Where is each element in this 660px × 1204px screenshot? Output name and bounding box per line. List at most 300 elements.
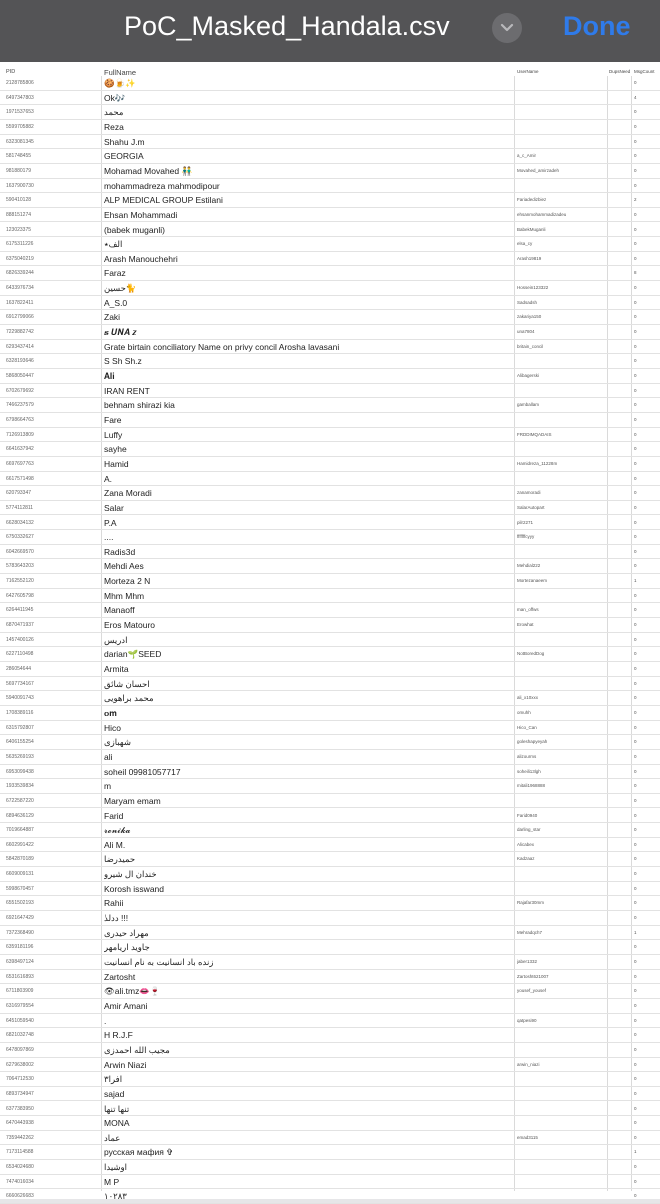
- cell-pid: 123023375: [6, 226, 32, 233]
- cell-msgcount: 0: [634, 373, 637, 378]
- cell-pid: 7064712530: [6, 1076, 34, 1083]
- table-row: [0, 1087, 660, 1102]
- cell-fullname: مجیب الله احمدزی: [104, 1044, 170, 1055]
- table-row: [0, 442, 660, 457]
- table-row: [0, 149, 660, 164]
- cell-msgcount: 0: [634, 548, 637, 554]
- cell-msgcount: 0: [634, 1178, 637, 1184]
- table-row: [0, 76, 660, 91]
- table-row: [0, 193, 660, 208]
- table-row: [0, 911, 660, 926]
- done-button[interactable]: Done: [563, 11, 631, 41]
- table-row: [0, 105, 660, 120]
- cell-pid: 5635269193: [6, 753, 34, 760]
- cell-fullname: 𝐀𝐥𝐢: [104, 371, 115, 381]
- cell-fullname: Fare: [104, 414, 122, 425]
- cell-fullname: Zana Moradi: [104, 488, 152, 499]
- cell-pid: 6293437414: [6, 343, 34, 350]
- cell-msgcount: 0: [634, 563, 637, 569]
- cell-pid: 6641637942: [6, 446, 34, 453]
- column-header-dupsneed: DupsNeed: [609, 69, 631, 74]
- cell-fullname: ددلدٰ !!!: [104, 913, 129, 924]
- table-row: [0, 955, 660, 970]
- table-row: [0, 794, 660, 809]
- table-row: [0, 164, 660, 179]
- cell-pid: 6433976734: [6, 285, 34, 292]
- cell-pid: 7173114588: [6, 1149, 34, 1156]
- table-row: [0, 1189, 660, 1204]
- table-row: [0, 1102, 660, 1117]
- cell-pid: 7466237579: [6, 402, 34, 409]
- column-header-username: UserName: [517, 69, 539, 74]
- cell-username: goleshapyeyah: [517, 739, 548, 745]
- cell-pid: 6821032748: [6, 1032, 34, 1039]
- table-row: [0, 1014, 660, 1029]
- cell-msgcount: 0: [634, 475, 637, 481]
- cell-username: soheili13lgh: [517, 768, 541, 774]
- cell-pid: 1637900730: [6, 182, 34, 189]
- cell-msgcount: 0: [634, 1046, 637, 1052]
- cell-username: Kadzaaz: [517, 856, 535, 862]
- cell-fullname: sayhe: [104, 444, 127, 455]
- cell-pid: 6175311226: [6, 241, 34, 248]
- cell-pid: 6660626683: [6, 1193, 34, 1200]
- cell-fullname: افرا۳: [104, 1074, 123, 1085]
- cell-msgcount: 2: [634, 197, 637, 203]
- table-row: [0, 603, 660, 618]
- chevron-down-icon: [500, 23, 514, 33]
- cell-fullname: Shahu J.m: [104, 136, 145, 147]
- cell-fullname: (babek muganli): [104, 224, 165, 235]
- table-row: [0, 208, 660, 223]
- cell-fullname: Radis3d: [104, 546, 136, 557]
- cell-fullname: Ehsan Mohammadi: [104, 209, 178, 220]
- cell-msgcount: 0: [634, 416, 637, 422]
- cell-fullname: محمد: [104, 107, 124, 118]
- cell-fullname: русская мафия ✞: [104, 1147, 174, 1158]
- cell-msgcount: 0: [634, 153, 637, 159]
- cell-msgcount: 0: [634, 1061, 637, 1067]
- cell-fullname: احسان شائق: [104, 678, 150, 689]
- cell-username: NotBoredDog: [517, 651, 545, 657]
- cell-fullname: Arwin Niazi: [104, 1059, 147, 1070]
- table-row: [0, 516, 660, 531]
- cell-msgcount: 0: [634, 1017, 637, 1023]
- cell-pid: 6359181196: [6, 944, 34, 951]
- cell-fullname: Farid: [104, 810, 124, 821]
- cell-pid: 6921647429: [6, 915, 34, 922]
- cell-username: BabekMuganli: [517, 226, 546, 232]
- cell-pid: 6264411945: [6, 607, 34, 614]
- cell-pid: 1933539834: [6, 783, 34, 790]
- cell-msgcount: 0: [634, 651, 637, 657]
- table-row: [0, 896, 660, 911]
- table-row: [0, 296, 660, 311]
- cell-pid: 1971537653: [6, 109, 34, 116]
- cell-msgcount: 0: [634, 724, 637, 730]
- table-row: [0, 852, 660, 867]
- cell-msgcount: 0: [634, 900, 637, 906]
- cell-msgcount: 0: [634, 1105, 637, 1111]
- cell-username: FRDDIMQADAIS: [517, 431, 552, 437]
- cell-pid: 6398497124: [6, 959, 34, 965]
- cell-msgcount: 0: [634, 387, 637, 393]
- cell-fullname: Luffy: [104, 429, 123, 440]
- cell-fullname: A_S.0: [104, 297, 128, 308]
- cell-pid: 5783643203: [6, 563, 34, 570]
- table-row: [0, 1072, 660, 1087]
- cell-fullname: Maryam emam: [104, 795, 161, 806]
- cell-fullname: خندان ال شیرو: [104, 869, 157, 880]
- cell-msgcount: 0: [634, 534, 637, 540]
- cell-pid: 6427605798: [6, 592, 34, 599]
- cell-fullname: GEORGIA: [104, 151, 144, 162]
- cell-fullname: Amir Amani: [104, 1000, 148, 1011]
- cell-fullname: زنده باد انسانیت به نام انسانیت: [104, 957, 214, 967]
- cell-username: Arash19819: [517, 255, 542, 261]
- table-row: [0, 398, 660, 413]
- cell-pid: 590410128: [6, 197, 32, 204]
- cell-fullname: Hamid: [104, 458, 129, 469]
- cell-username: man_offws: [517, 607, 539, 613]
- cell-msgcount: 0: [634, 592, 637, 598]
- cell-pid: 6711803909: [6, 988, 34, 995]
- cell-fullname: A.: [104, 473, 113, 484]
- cell-username: Fariadedizbiez: [517, 197, 547, 203]
- table-row: [0, 545, 660, 560]
- cell-msgcount: 0: [634, 138, 637, 144]
- table-row: [0, 120, 660, 135]
- cell-pid: 6478097869: [6, 1046, 34, 1053]
- table-row: [0, 237, 660, 252]
- cell-msgcount: 1: [634, 929, 637, 935]
- cell-msgcount: 0: [634, 358, 637, 364]
- cell-msgcount: 0: [634, 827, 637, 833]
- table-row: [0, 472, 660, 487]
- table-row: [0, 691, 660, 706]
- cell-fullname: حسین🐈: [104, 283, 137, 294]
- cell-pid: 7372368490: [6, 929, 34, 936]
- cell-fullname: soheil 09981057717: [104, 766, 181, 777]
- cell-pid: 7359442262: [6, 1134, 34, 1141]
- cell-username: mitali1968888: [517, 783, 546, 789]
- cell-username: omuhh: [517, 709, 531, 715]
- cell-msgcount: 0: [634, 255, 637, 261]
- cell-fullname: 🍪🍺✨: [104, 78, 136, 88]
- cell-pid: 6328193646: [6, 358, 34, 365]
- cell-fullname: Faraz: [104, 268, 126, 279]
- table-row: [0, 457, 660, 472]
- table-row: [0, 223, 660, 238]
- cell-username: zanamoradi: [517, 490, 541, 496]
- cell-username: Alicabex: [517, 841, 535, 847]
- cell-msgcount: 0: [634, 753, 637, 759]
- cell-pid: 6377383950: [6, 1105, 34, 1112]
- cell-pid: 7162552120: [6, 578, 34, 585]
- cell-pid: 2128785806: [6, 80, 34, 86]
- cell-username: Hossein123322: [517, 285, 549, 291]
- table-row: [0, 970, 660, 985]
- cell-pid: 5842870189: [6, 856, 34, 863]
- cell-pid: 6602991422: [6, 841, 34, 848]
- table-row: [0, 735, 660, 750]
- table-row: [0, 1145, 660, 1160]
- cell-msgcount: 0: [634, 944, 637, 950]
- table-row: [0, 647, 660, 662]
- table-row: [0, 999, 660, 1014]
- cell-msgcount: 0: [634, 973, 637, 979]
- cell-msgcount: 0: [634, 871, 637, 877]
- title-menu-button[interactable]: [492, 13, 522, 43]
- table-row: [0, 1131, 660, 1146]
- cell-pid: 6826339244: [6, 270, 34, 277]
- table-row: [0, 428, 660, 443]
- cell-msgcount: 0: [634, 988, 637, 994]
- cell-fullname: Manaoff: [104, 605, 135, 616]
- cell-pid: 6722587220: [6, 797, 34, 804]
- cell-fullname: Mohamad Movahed 👬: [104, 165, 193, 176]
- cell-msgcount: 0: [634, 812, 637, 818]
- cell-pid: 5868050447: [6, 373, 34, 379]
- cell-fullname: 𝒔 𝑼𝑵𝑨 𝒛: [104, 327, 137, 338]
- cell-pid: 888151274: [6, 211, 32, 218]
- cell-pid: 7019664887: [6, 827, 34, 834]
- cell-username: Rajafar30mm: [517, 900, 545, 906]
- cell-fullname: حمیدرضا: [104, 854, 136, 865]
- cell-msgcount: 0: [634, 1090, 637, 1096]
- cell-pid: 6551502193: [6, 900, 34, 907]
- table-row: [0, 135, 660, 150]
- table-row: [0, 662, 660, 677]
- cell-username: arwin_niazi: [517, 1061, 540, 1067]
- table-row: [0, 530, 660, 545]
- table-row: [0, 91, 660, 106]
- column-header-fullname: FullName: [104, 68, 137, 77]
- cell-msgcount: 0: [634, 490, 637, 496]
- cell-fullname: Hico: [104, 722, 122, 733]
- cell-msgcount: 0: [634, 314, 637, 320]
- cell-fullname: اوشیدا: [104, 1162, 127, 1173]
- cell-fullname: ....: [104, 532, 114, 543]
- cell-msgcount: 0: [634, 1002, 637, 1008]
- cell-msgcount: 0: [634, 1032, 637, 1038]
- cell-username: britain_concil: [517, 343, 544, 349]
- cell-msgcount: 0: [634, 123, 637, 129]
- cell-fullname: Zartosht: [104, 971, 136, 982]
- cell-msgcount: 8: [634, 270, 637, 276]
- cell-username: yousef_yousef: [517, 988, 547, 994]
- cell-msgcount: 0: [634, 504, 637, 510]
- cell-username: a_c_Amir: [517, 153, 537, 159]
- table-row: [0, 281, 660, 296]
- column-header-pid: PID: [6, 69, 16, 75]
- cell-pid: 6042669570: [6, 548, 34, 555]
- table-row: [0, 940, 660, 955]
- cell-fullname: جاوید اریامهر: [104, 942, 150, 953]
- table-row: [0, 354, 660, 369]
- table-row: [0, 721, 660, 736]
- table-row: [0, 340, 660, 355]
- cell-pid: 6893734947: [6, 1090, 34, 1097]
- table-row: [0, 618, 660, 633]
- table-row: [0, 369, 660, 384]
- cell-msgcount: 0: [634, 1076, 637, 1082]
- cell-pid: 6497347803: [6, 94, 34, 101]
- cell-pid: 6470443938: [6, 1120, 34, 1127]
- cell-pid: 6628034132: [6, 519, 34, 526]
- table-row: [0, 384, 660, 399]
- cell-fullname: 👁ali.tmz👄🍷: [104, 986, 161, 997]
- cell-fullname: Grate birtain conciliatory Name on privy concil Arosha lavasani: [104, 341, 340, 352]
- cell-msgcount: 0: [634, 709, 637, 715]
- table-row: [0, 179, 660, 194]
- cell-msgcount: 1: [634, 1149, 637, 1155]
- cell-fullname: MONA: [104, 1118, 130, 1129]
- table-row: [0, 266, 660, 281]
- cell-username: Hamidreza_11228m: [517, 460, 558, 466]
- cell-username: darling_star: [517, 827, 541, 833]
- cell-fullname: Morteza 2 N: [104, 576, 151, 587]
- cell-msgcount: 0: [634, 797, 637, 803]
- table-row: [0, 765, 660, 780]
- cell-fullname: محمد براهویی: [104, 693, 154, 704]
- cell-fullname: Ok🎶: [104, 92, 126, 103]
- cell-pid: 6702679692: [6, 387, 34, 394]
- table-row: [0, 984, 660, 999]
- cell-fullname: mohammadreza mahmodipour: [104, 180, 220, 191]
- cell-msgcount: 0: [634, 241, 637, 247]
- cell-msgcount: 0: [634, 431, 637, 437]
- cell-username: Mortezanaeem: [517, 578, 548, 584]
- cell-username: Mehdial222: [517, 563, 541, 569]
- cell-fullname: ادریس: [104, 634, 128, 645]
- table-row: [0, 838, 660, 853]
- cell-msgcount: 0: [634, 915, 637, 921]
- cell-pid: 7474016034: [6, 1178, 34, 1185]
- cell-fullname: Armita: [104, 664, 129, 674]
- cell-msgcount: 0: [634, 1164, 637, 1170]
- cell-fullname: M P: [104, 1176, 120, 1187]
- cell-username: Erowhat: [517, 622, 534, 628]
- cell-username: Farid0940: [517, 812, 538, 818]
- cell-fullname: تنها تنها: [104, 1103, 130, 1114]
- cell-fullname: P.A: [104, 517, 117, 528]
- cell-msgcount: 1: [634, 578, 637, 584]
- cell-username: una7804: [517, 329, 535, 335]
- cell-fullname: شهبازی: [104, 737, 131, 748]
- cell-pid: 5998670457: [6, 885, 34, 892]
- cell-fullname: sajad: [104, 1088, 125, 1099]
- cell-pid: 6227110498: [6, 651, 34, 658]
- cell-fullname: Mhm Mhm: [104, 590, 145, 601]
- cell-msgcount: 0: [634, 783, 637, 789]
- cell-pid: 1457400126: [6, 636, 34, 643]
- cell-msgcount: 0: [634, 519, 637, 525]
- file-title: PoC_Masked_Handala.csv: [124, 11, 450, 41]
- table-row: [0, 559, 660, 574]
- cell-pid: 5774112811: [6, 504, 34, 511]
- cell-msgcount: 0: [634, 211, 637, 217]
- cell-fullname: Eros Matouro: [104, 620, 156, 631]
- cell-pid: 6953099438: [6, 768, 34, 775]
- cell-pid: 6375040219: [6, 255, 34, 262]
- cell-fullname: ۱۰۲۸۳: [104, 1191, 127, 1202]
- cell-msgcount: 0: [634, 109, 637, 115]
- table-row: [0, 809, 660, 824]
- cell-msgcount: 0: [634, 299, 637, 305]
- cell-msgcount: 0: [634, 1120, 637, 1126]
- cell-fullname: 𝓻𝓸𝓷𝓲𝓴𝓪: [104, 825, 131, 836]
- cell-msgcount: 0: [634, 680, 637, 686]
- table-row: [0, 574, 660, 589]
- cell-msgcount: 0: [634, 695, 637, 701]
- cell-pid: 6617571498: [6, 475, 34, 482]
- cell-pid: 286054644: [6, 666, 32, 672]
- cell-fullname: Mehdi Aes: [104, 561, 144, 572]
- cell-msgcount: 0: [634, 636, 637, 642]
- cell-msgcount: 0: [634, 226, 637, 232]
- cell-fullname: IRAN RENT: [104, 385, 150, 396]
- cell-fullname: 𝐨𝐦: [104, 707, 117, 718]
- cell-username: Movahed_amirzadeh: [517, 167, 560, 173]
- cell-msgcount: 0: [634, 1134, 637, 1140]
- cell-username: Hico_Can: [517, 724, 537, 730]
- cell-msgcount: 0: [634, 80, 637, 85]
- table-row: [0, 252, 660, 267]
- cell-fullname: الف٭: [104, 239, 123, 250]
- cell-username: pilr2271: [517, 519, 534, 525]
- cell-msgcount: 0: [634, 856, 637, 862]
- cell-pid: 6609009131: [6, 871, 34, 878]
- cell-pid: 6750332627: [6, 534, 34, 541]
- cell-username: alizourms: [517, 753, 537, 759]
- cell-msgcount: 0: [634, 402, 637, 408]
- cell-pid: 1708389116: [6, 709, 34, 716]
- cell-pid: 6534024680: [6, 1164, 34, 1171]
- cell-username: zakariya150: [517, 314, 542, 320]
- cell-username: Alibagerski: [517, 373, 540, 378]
- cell-msgcount: 0: [634, 460, 637, 466]
- cell-msgcount: 0: [634, 1193, 637, 1199]
- cell-fullname: behnam shirazi kia: [104, 400, 175, 411]
- cell-fullname: m: [104, 781, 112, 792]
- cell-username: Mehradqch7: [517, 929, 543, 935]
- cell-pid: 7229882742: [6, 329, 34, 336]
- table-row: [0, 325, 660, 340]
- cell-pid: 1637822411: [6, 299, 34, 306]
- cell-username: Zartosht621007: [517, 973, 549, 979]
- cell-username: fffffffcyyy: [517, 534, 535, 540]
- cell-pid: 981880179: [6, 167, 32, 174]
- table-row: [0, 486, 660, 501]
- cell-msgcount: 0: [634, 622, 637, 628]
- cell-fullname: Zaki: [104, 312, 121, 323]
- table-row: [0, 1043, 660, 1058]
- cell-fullname: عماد: [104, 1132, 121, 1143]
- cell-msgcount: 0: [634, 343, 637, 349]
- cell-msgcount: 0: [634, 841, 637, 847]
- table-row: [0, 779, 660, 794]
- cell-fullname: مهراد حیدری: [104, 927, 149, 938]
- cell-pid: 6279638002: [6, 1061, 34, 1068]
- cell-username: gamballam: [517, 402, 540, 408]
- cell-msgcount: 4: [634, 94, 637, 100]
- table-row: [0, 823, 660, 838]
- cell-username: emad3115: [517, 1134, 538, 1140]
- cell-pid: 5599705882: [6, 123, 34, 130]
- cell-pid: 6451059540: [6, 1017, 34, 1024]
- cell-fullname: Rahii: [104, 898, 124, 909]
